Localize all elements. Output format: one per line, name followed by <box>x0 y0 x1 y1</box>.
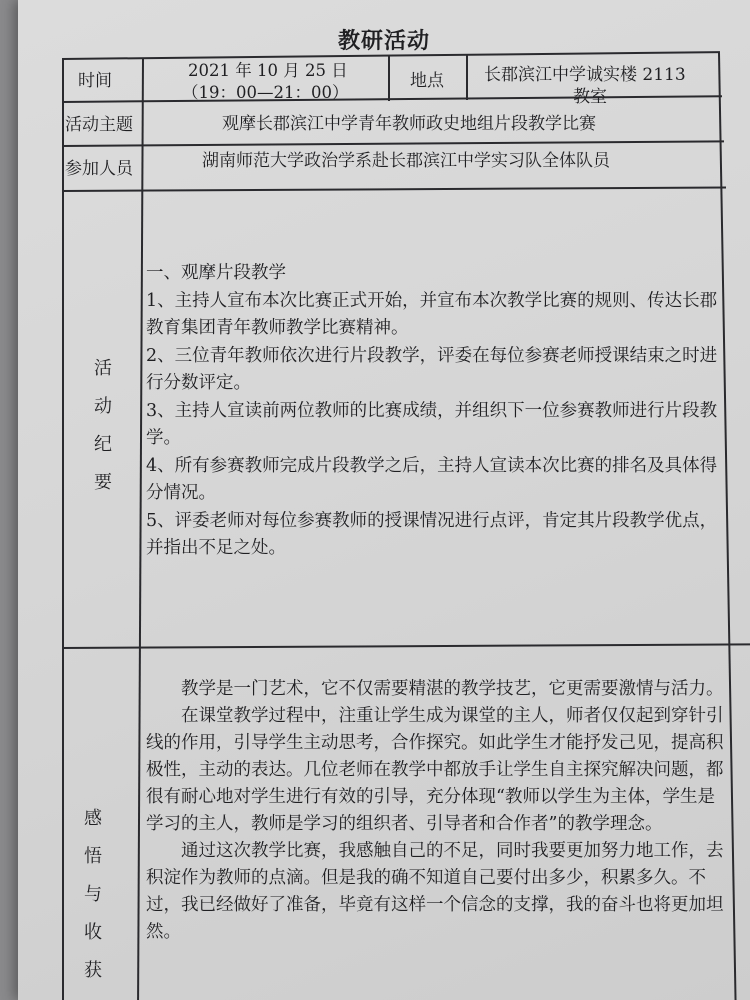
location-divider-right <box>466 55 468 100</box>
row-divider-1 <box>62 95 722 102</box>
reflection-label-char: 获 <box>84 960 102 981</box>
reflection-label-char: 收 <box>84 922 102 943</box>
row-divider-4 <box>62 643 750 648</box>
location-label: 地点 <box>410 71 444 91</box>
participants-label: 参加人员 <box>65 159 133 179</box>
record-heading: 一、观摩片段教学 <box>146 263 286 283</box>
location-line2: 教室 <box>573 87 607 107</box>
record-label <box>88 350 118 502</box>
record-label-char: 动 <box>94 396 112 417</box>
record-content <box>146 260 720 563</box>
record-item: 4、所有参赛教师完成片段教学之后，主持人宣读本次比赛的排名及具体得分情况。 <box>146 455 718 503</box>
row-divider-2 <box>62 140 724 146</box>
record-label-char: 活 <box>94 358 112 379</box>
reflection-paragraph: 在课堂教学过程中，注重让学生成为课堂的主人，师者仅仅起到穿针引线的作用，引导学生主动思考，合作探究。如此学生才能抒发己见，提高积极性，主动的表达。几位老师在教学中都放手让学生自主探究解决问题，都很有耐心地对学生进行有效的引导，充分体现“教师以学生为主体，学生是学习的主人，教师是学习的组织者、引导者和合作者”的教学理念。 <box>146 706 724 834</box>
label-column-divider <box>137 58 143 1000</box>
theme-value: 观摩长郡滨江中学青年教师政史地组片段教学比赛 <box>222 114 596 134</box>
record-label-char: 纪 <box>94 434 112 455</box>
location-divider-left <box>388 56 390 101</box>
record-item: 2、三位青年教师依次进行片段教学，评委在每位参赛老师授课结束之时进行分数评定。 <box>146 345 718 393</box>
page-title: 教研活动 <box>338 28 431 54</box>
reflection-label-char: 与 <box>84 884 102 905</box>
reflection-label <box>78 800 108 990</box>
time-hours: （19：00—21：00） <box>182 83 349 102</box>
theme-label: 活动主题 <box>65 115 133 135</box>
reflection-paragraph: 教学是一门艺术，它不仅需要精湛的教学技艺，它更需要激情与活力。 <box>181 679 724 699</box>
reflection-content <box>146 676 726 946</box>
record-item: 5、评委老师对每位参赛教师的授课情况进行点评，肯定其片段教学优点，并指出不足之处。 <box>146 510 718 558</box>
record-item: 1、主持人宣布本次比赛正式开始，并宣布本次教学比赛的规则、传达长郡教育集团青年教师教学比赛精神。 <box>146 290 718 338</box>
record-item: 3、主持人宣读前两位教师的比赛成绩，并组织下一位参赛教师进行片段教学。 <box>146 400 718 448</box>
location-line1: 长郡滨江中学诚实楼 2113 <box>484 65 686 85</box>
participants-value: 湖南师范大学政治学系赴长郡滨江中学实习队全体队员 <box>202 151 610 171</box>
reflection-label-char: 感 <box>84 808 102 829</box>
row-divider-3 <box>62 187 726 192</box>
reflection-paragraph: 通过这次教学比赛，我感触自己的不足，同时我要更加努力地工作，去积淀作为教师的点滴。但是我的确不知道自己要付出多少，积累多久。不过，我已经做好了准备，毕竟有这样一个信念的支撑，我的奋斗也将更加坦然。 <box>146 841 724 942</box>
reflection-label-char: 悟 <box>84 846 102 867</box>
time-label: 时间 <box>78 71 112 91</box>
record-label-char: 要 <box>94 472 112 493</box>
time-date: 2021 年 10 月 25 日 <box>188 61 348 80</box>
table-border-left <box>62 59 64 1000</box>
document-page <box>18 0 750 1000</box>
